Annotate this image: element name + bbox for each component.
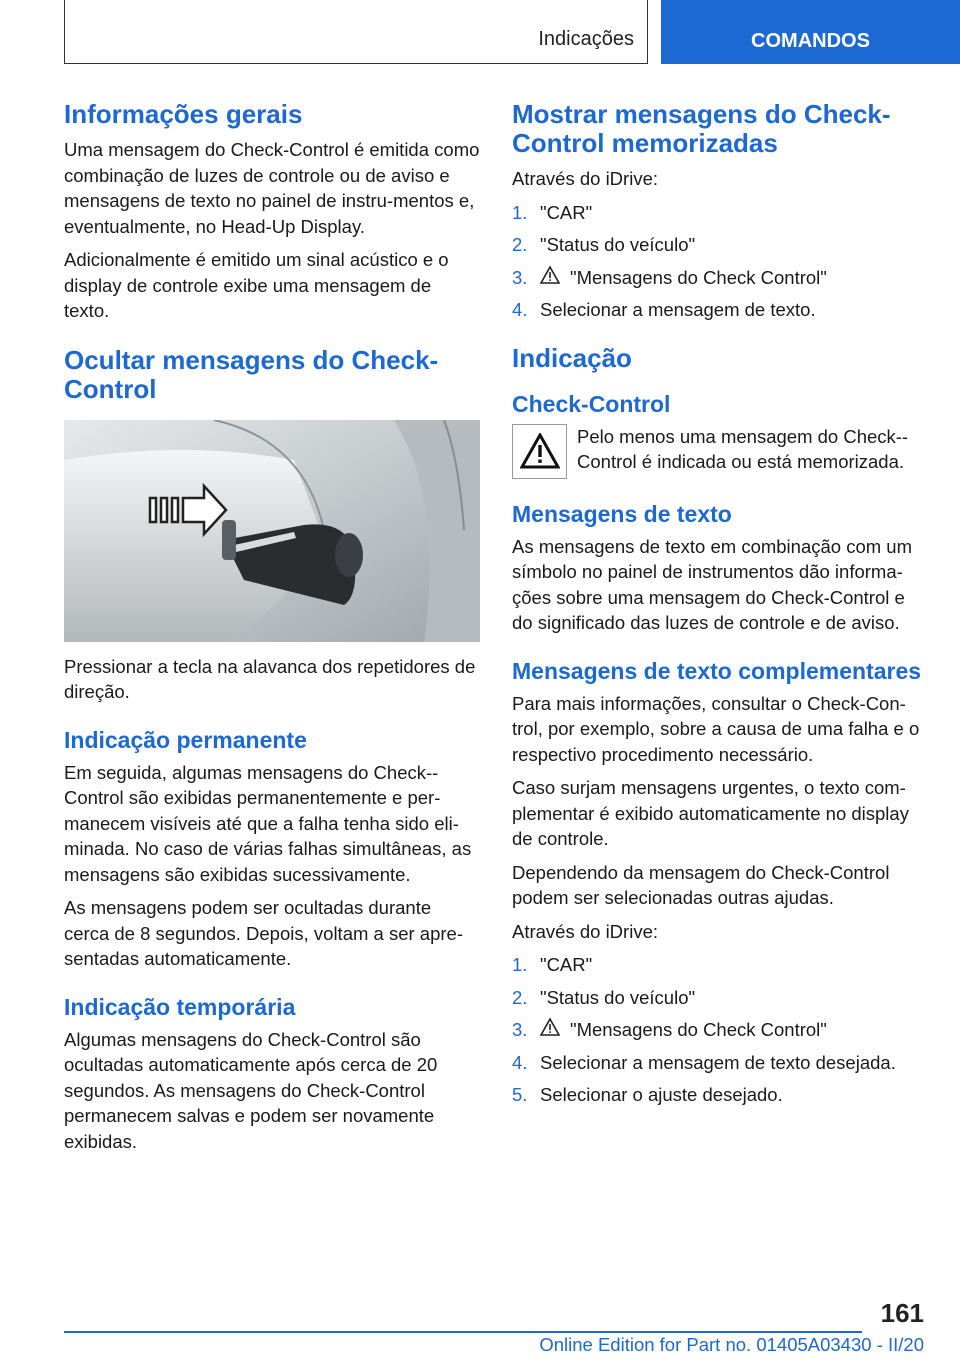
list-item: 2. "Status do veículo" (512, 986, 696, 1008)
footer-edition-text: Online Edition for Part no. 01405A03430 - II/20 (539, 1334, 924, 1355)
footer-divider (64, 1331, 862, 1333)
list-item: 1. "CAR" (512, 954, 593, 975)
list-item: 1. "CAR" (512, 201, 593, 223)
heading-check-control: Check-Control (512, 390, 671, 417)
paragraph: As mensagens de texto em combinação com um símbolo no painel de instrumentos dão informa-ções sobre uma mensagem do Check-Control e do significado das luzes de controle e de aviso. (512, 535, 912, 633)
heading-mensagens-de-texto: Mensagens de texto (512, 500, 732, 527)
warning-triangle-icon (512, 424, 567, 479)
list-item: 5. Selecionar o ajuste desejado. (512, 1084, 783, 1105)
turn-signal-lever-illustration (64, 420, 480, 642)
heading-mostrar-mensagens: Mostrar mensagens do Check-Control memorizadas (512, 99, 891, 158)
list-item: 4. Selecionar a mensagem de texto. (512, 299, 816, 320)
lever-image-icon (64, 420, 480, 642)
list-item: 3. "Mensagens do Check Control" (512, 1017, 928, 1043)
right-column (512, 100, 928, 1115)
steps-list-2 (512, 952, 928, 1108)
warning-triangle-icon (540, 1017, 562, 1043)
paragraph: Caso surjam mensagens urgentes, o texto com-plementar é exibido automaticamente no display de controle. (512, 777, 909, 849)
header-chapter-tab: COMANDOS (661, 0, 960, 64)
list-item: 2. "Status do veículo" (512, 234, 696, 255)
paragraph: Uma mensagem do Check-Control é emitida como combinação de luzes de controle ou de aviso e mensagens de texto no painel de instru-mentos e, eventualmente, no Head-Up Display. (64, 139, 480, 237)
paragraph: Dependendo da mensagem do Check-Control podem ser selecionadas outras ajudas. (512, 861, 890, 908)
warning-triangle-icon (540, 265, 562, 291)
heading-ocultar-mensagens: Ocultar mensagens do Check-Control (64, 344, 439, 404)
paragraph: As mensagens podem ser ocultadas durante cerca de 8 segundos. Depois, voltam a ser apre-sentadas automaticamente. (64, 897, 463, 969)
paragraph: Em seguida, algumas mensagens do Check--Control são exibidas permanentemente e per-manecem visíveis até que a falha tenha sido eli-minada. No caso de várias falhas simultâneas, as mensagens são exibidas sucessivamente. (64, 761, 472, 885)
paragraph: Pressionar a tecla na alavanca dos repetidores de direção. (64, 655, 476, 702)
heading-informacoes-gerais: Informações gerais (64, 99, 303, 129)
steps-list-1 (512, 200, 928, 323)
check-control-note (512, 424, 928, 479)
heading-indicacao: Indicação (512, 342, 632, 373)
paragraph: Através do iDrive: (512, 168, 658, 189)
header-section-title: Indicações (538, 28, 634, 50)
paragraph: Pelo menos uma mensagem do Check--Control é indicada ou está memorizada. (577, 425, 909, 472)
list-item: 3. "Mensagens do Check Control" (512, 265, 928, 291)
paragraph: Adicionalmente é emitido um sinal acústico e o display de controle exibe uma mensagem de texto. (64, 249, 449, 321)
heading-mensagens-complementares: Mensagens de texto complementares (512, 657, 922, 684)
heading-indicacao-permanente: Indicação permanente (64, 726, 307, 753)
heading-indicacao-temporaria: Indicação temporária (64, 993, 296, 1020)
paragraph: Algumas mensagens do Check-Control são ocultadas automaticamente após cerca de 20 segundos. As mensagens do Check-Control permanecem salvas e podem ser novamente exibidas. (64, 1028, 438, 1152)
paragraph: Para mais informações, consultar o Check-Con-trol, por exemplo, sobre a causa de uma falha e o respectivo procedimento necessário. (512, 692, 920, 765)
left-column (64, 100, 480, 1162)
page-number: 161 (880, 1298, 924, 1328)
list-item: 4. Selecionar a mensagem de texto desejada. (512, 1051, 896, 1073)
paragraph: Através do iDrive: (512, 920, 658, 942)
